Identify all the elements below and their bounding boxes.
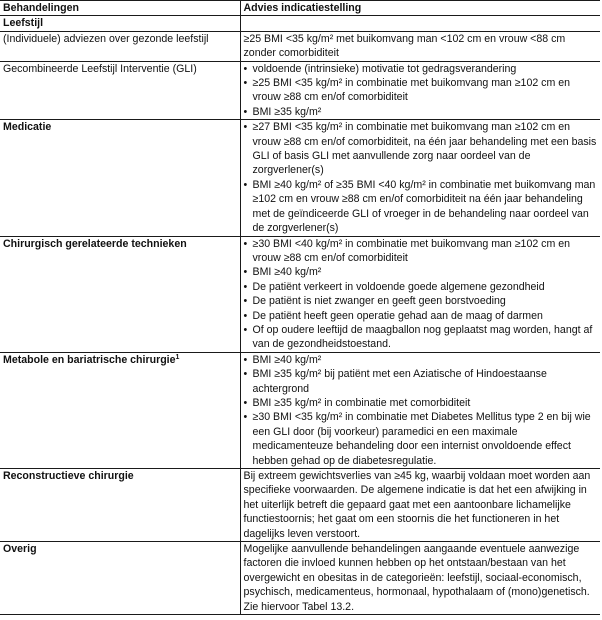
table-header-row [0, 1, 600, 16]
bullet-text: BMI ≥40 kg/m² [252, 266, 322, 279]
advice-cell [240, 236, 600, 352]
advice-cell [240, 469, 600, 542]
section-row-leefstijl [0, 16, 600, 31]
category-cell: Reconstructieve chirurgie [0, 469, 240, 542]
bullet-icon: • [243, 411, 248, 424]
bullet-item [244, 367, 599, 396]
table-row [0, 236, 600, 352]
table-row [0, 469, 600, 542]
bullet-item [244, 396, 599, 410]
advice-cell [240, 31, 600, 61]
bullet-icon: • [243, 280, 248, 293]
footnote-marker: 1 [175, 353, 180, 361]
table-row [0, 61, 600, 120]
category-cell [0, 352, 240, 468]
bullet-icon: • [243, 309, 248, 322]
bullet-text: BMI ≥35 kg/m² [252, 105, 322, 118]
bullet-item [244, 309, 599, 323]
bullet-icon: • [243, 295, 248, 308]
table-row [0, 31, 600, 61]
bullet-item [244, 323, 599, 352]
advice-paragraph: Mogelijke aanvullende behandelingen aangaande eventuele aanwezige factoren die invloed kunnen hebben op het ontstaan/bestaan van het overgewicht en obesitas in de categorieën: leefstijl, sociaal-economisch, psychisch, medicamenteus, hormonaal, hypothalaam of (mono)genetisch. Zie hiervoor Tabel 13.2. [243, 543, 590, 613]
category-cell: Chirurgisch gerelateerde technieken [0, 236, 240, 352]
bullet-item [244, 265, 599, 279]
advice-paragraph: ≥25 BMI <35 kg/m² met buikomvang man <102 cm en vrouw <88 cm zonder comorbiditeit [243, 32, 566, 60]
header-advice: Advies indicatiestelling [240, 1, 600, 16]
section-empty-cell [240, 16, 600, 31]
category-cell: Overig [0, 542, 240, 615]
bullet-icon: • [243, 266, 248, 279]
bullet-text: ≥27 BMI <35 kg/m² in combinatie met buikomvang man ≥102 cm en vrouw ≥88 cm en/of comorbiditeit, na één jaar behandeling met een basis GLI of basis GLI met aanvullende zorg naar oordeel van de zorgverlener(s) [252, 121, 597, 177]
bullet-item [244, 237, 599, 266]
bullet-icon: • [243, 323, 248, 336]
advice-cell [240, 352, 600, 468]
bullet-text: ≥25 BMI <35 kg/m² in combinatie met buikomvang man ≥102 cm en vrouw ≥88 cm en/of comorbiditeit [252, 77, 571, 104]
bullet-text: ≥30 BMI <35 kg/m² in combinatie met Diabetes Mellitus type 2 en bij wie een GLI door (bij voorkeur) paramedici en een maximale medicamenteuze behandeling door een internist onvoldoende effect hebben gehad op de diabetesregulatie. [252, 411, 591, 467]
category-label: Metabole en bariatrische chirurgie [3, 353, 176, 366]
bullet-icon: • [243, 353, 248, 366]
bullet-icon: • [243, 396, 248, 409]
table-row [0, 352, 600, 468]
bullet-icon: • [243, 77, 248, 90]
bullet-text: De patiënt heeft geen operatie gehad aan de maag of darmen [252, 309, 543, 322]
category-cell: Gecombineerde Leefstijl Interventie (GLI) [0, 61, 240, 120]
bullet-icon: • [243, 121, 248, 134]
bullet-text: De patiënt is niet zwanger en geeft geen borstvoeding [252, 295, 506, 308]
advice-cell [240, 120, 600, 236]
bullet-item [244, 280, 599, 294]
bullet-icon: • [243, 368, 248, 381]
bullet-item [244, 178, 599, 236]
category-cell: (Individuele) adviezen over gezonde leefstijl [0, 31, 240, 61]
category-cell: Medicatie [0, 120, 240, 236]
bullet-item [244, 410, 599, 468]
bullet-text: BMI ≥35 kg/m² in combinatie met comorbiditeit [252, 396, 471, 409]
bullet-item [244, 76, 599, 105]
advice-paragraph: Bij extreem gewichtsverlies van ≥45 kg, waarbij voldaan moet worden aan specifieke voorwaarden. De algemene indicatie is dat het een afwijking in het uiterlijk betreft die gepaard gaat met een aantoonbare lichamelijke functiestoornis; het gaat om een stoornis die het functioneren in het dagelijks leven verstoort. [243, 470, 591, 540]
bullet-item [244, 105, 599, 119]
bullet-item [244, 294, 599, 308]
bullet-icon: • [243, 237, 248, 250]
bullet-text: BMI ≥35 kg/m² bij patiënt met een Aziatische of Hindoestaanse achtergrond [252, 368, 547, 395]
bullet-icon: • [243, 62, 248, 75]
table-row [0, 120, 600, 236]
bullet-text: Of op oudere leeftijd de maagballon nog geplaatst mag worden, hangt af van de gezondheidstoestand. [252, 323, 593, 351]
bullet-text: BMI ≥40 kg/m² of ≥35 BMI <40 kg/m² in combinatie met buikomvang man ≥102 cm en vrouw ≥88 cm en/of comorbiditeit na één jaar behandeling met de geïndiceerde GLI of vroeger in de behandeling naar oordeel van de zorgverlener(s) [252, 178, 596, 235]
table-row [0, 542, 600, 615]
advice-cell [240, 542, 600, 615]
bullet-text: BMI ≥40 kg/m² [252, 353, 322, 366]
bullet-icon: • [243, 178, 248, 191]
bullet-icon: • [243, 105, 248, 118]
bullet-item [244, 353, 599, 367]
advice-cell [240, 61, 600, 120]
header-treatments: Behandelingen [0, 1, 240, 16]
bullet-text: voldoende (intrinsieke) motivatie tot gedragsverandering [252, 62, 517, 75]
bullet-text: ≥30 BMI <40 kg/m² in combinatie met buikomvang man ≥102 cm en vrouw ≥88 cm en/of comorbiditeit [252, 237, 571, 264]
bullet-item [244, 62, 599, 76]
bullet-text: De patiënt verkeert in voldoende goede algemene gezondheid [252, 280, 545, 293]
section-label: Leefstijl [0, 16, 240, 31]
bullet-item [244, 120, 599, 178]
